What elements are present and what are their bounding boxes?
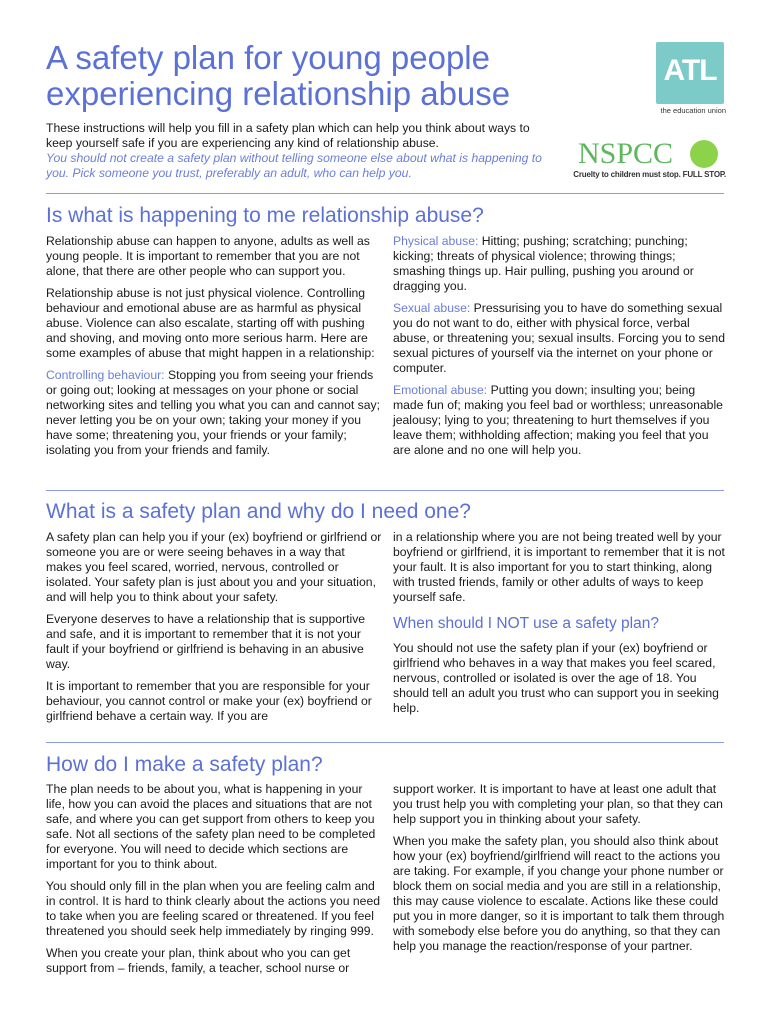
- intro-italic-text: You should not create a safety plan without telling someone else about what is happening to you. Pick someone you trust, preferably an adult, who can help you.: [46, 151, 542, 180]
- section3-right-column: [393, 782, 725, 961]
- section3-left-p1: The plan needs to be about you, what is happening in your life, how you can avoid the places and situations that are not safe, and where you can get support from others to keep you safe. Not all sections of the safety plan need to be completed for everyone. You will need to decide which sections are important for you to think about.: [46, 782, 376, 871]
- section3-right-p2: When you make the safety plan, you should also think about how your (ex) boyfriend/girlfriend will react to the actions you are taking. For example, if you change your phone number or block them on social media and you are still in a relationship, this may cause violence to escalate. Actions like these could put you in more danger, so it is important to talk them through with somebody else before you do anything, so that they can help you manage the reaction/response of your partner.: [393, 834, 725, 953]
- section1-left-p2: Relationship abuse is not just physical violence. Controlling behaviour and emotional abuse are as harmful as physical abuse. Violence can also escalate, starting off with pushing and shoving, and moving onto more serious harm. Here are some examples of abuse that might happen in a relationship:: [46, 286, 375, 360]
- emotional-abuse-text: Putting you down; insulting you; being made fun of; making you feel bad or worthless; unreasonable jealousy; lying to you; threatening to hurt themselves if you leave them; withholding affection; making you feel that you are alone and no one will help you.: [393, 383, 723, 457]
- intro-text: These instructions will help you fill in a safety plan which can help you think about ways to keep yourself safe if you are experiencing any kind of relationship abuse.: [46, 121, 530, 150]
- section2-left-p3: It is important to remember that you are responsible for your behaviour, you cannot control or make your (ex) boyfriend or girlfriend behave a certain way. If you are: [46, 679, 372, 723]
- section1-left-column: [46, 234, 382, 465]
- atl-tagline: the education union: [660, 106, 726, 115]
- page-title: [46, 40, 606, 112]
- intro: [46, 121, 556, 181]
- section3-left-p3: When you create your plan, think about who you can get support from – friends, family, a teacher, school nurse or: [46, 946, 351, 975]
- section2-left-p1: A safety plan can help you if your (ex) boyfriend or girlfriend or someone you are or were seeing behaves in a way that makes you feel scared, worried, nervous, controlled or isolated. Your safety plan is just about you and your situation, and will help you to think about your safety.: [46, 530, 382, 604]
- section3-heading: How do I make a safety plan?: [46, 753, 323, 776]
- section2-right-p1: in a relationship where you are not being treated well by your boyfriend or girlfriend, it is important to remember that it is not your fault. It is also important for you to start thinking, along with trusted friends, family or other adults of ways to keep yourself safe.: [393, 530, 725, 604]
- section2-right-p2: You should not use the safety plan if your (ex) boyfriend or girlfriend who behaves in a way that makes you feel scared, nervous, controlled or isolated is over the age of 18. You should tell an adult you trust who can support you in seeking help.: [393, 641, 719, 715]
- physical-abuse-text: Hitting; pushing; scratching; punching; kicking; threats of physical violence; throwing things; smashing things up. Hair pulling, pushing you around or dragging you.: [393, 234, 694, 293]
- section2-heading: What is a safety plan and why do I need one?: [46, 500, 471, 523]
- section1-left-p1: Relationship abuse can happen to anyone, adults as well as young people. It is important to remember that you are not alone, that there are other people who can support you.: [46, 234, 370, 278]
- section1-right-p2: [393, 301, 725, 376]
- physical-abuse-label: Physical abuse:: [393, 234, 479, 248]
- atl-logo-text: ATL: [663, 54, 717, 87]
- emotional-abuse-label: Emotional abuse:: [393, 383, 488, 397]
- title-line-2: experiencing relationship abuse: [46, 75, 511, 112]
- section2-right-column: [393, 530, 725, 723]
- nspcc-tagline: Cruelty to children must stop. FULL STOP.: [573, 170, 726, 179]
- section3-right-p1: support worker. It is important to have at least one adult that you trust help you with completing your plan, so that they can help support you in thinking about your safety.: [393, 782, 723, 826]
- section3-left-p2: You should only fill in the plan when you are feeling calm and in control. It is hard to think clearly about the actions you need to take when you are feeling scared or threatened. If you feel threatened you should seek help immediately by ringing 999.: [46, 879, 380, 938]
- controlling-behaviour-text: Stopping you from seeing your friends or going out; looking at messages on your phone or social networking sites and telling you what you can and cannot say; never letting you be on your own; taking your money if you have some; threatening you, your friends or your family; isolating you from your friends and family.: [46, 368, 381, 457]
- nspcc-dot-icon: [690, 140, 718, 168]
- section-divider: [46, 193, 724, 194]
- section1-left-p3: [46, 368, 382, 458]
- section1-right-column: [393, 234, 725, 465]
- section-divider: [46, 490, 724, 491]
- section2-left-column: [46, 530, 382, 731]
- section2-subheading: When should I NOT use a safety plan?: [393, 615, 659, 632]
- atl-logo: [656, 42, 724, 104]
- title-line-1: A safety plan for young people: [46, 39, 490, 76]
- sexual-abuse-label: Sexual abuse:: [393, 301, 471, 315]
- section1-heading: Is what is happening to me relationship abuse?: [46, 204, 484, 227]
- section3-left-column: [46, 782, 382, 983]
- section1-right-p3: [393, 383, 725, 458]
- controlling-behaviour-label: Controlling behaviour:: [46, 368, 165, 382]
- section-divider: [46, 742, 724, 743]
- section1-right-p1: [393, 234, 725, 294]
- nspcc-logo: NSPCC: [578, 137, 674, 170]
- sexual-abuse-text: Pressurising you to have do something sexual you do not want to do, either with physical force, verbal abuse, or threatening you; sexual insults. Forcing you to send sexual pictures of yourself via the internet on your phone or computer.: [393, 301, 725, 375]
- section2-left-p2: Everyone deserves to have a relationship that is supportive and safe, and it is important to remember that it is not your fault if your boyfriend or girlfriend is behaving in an abusive way.: [46, 612, 366, 671]
